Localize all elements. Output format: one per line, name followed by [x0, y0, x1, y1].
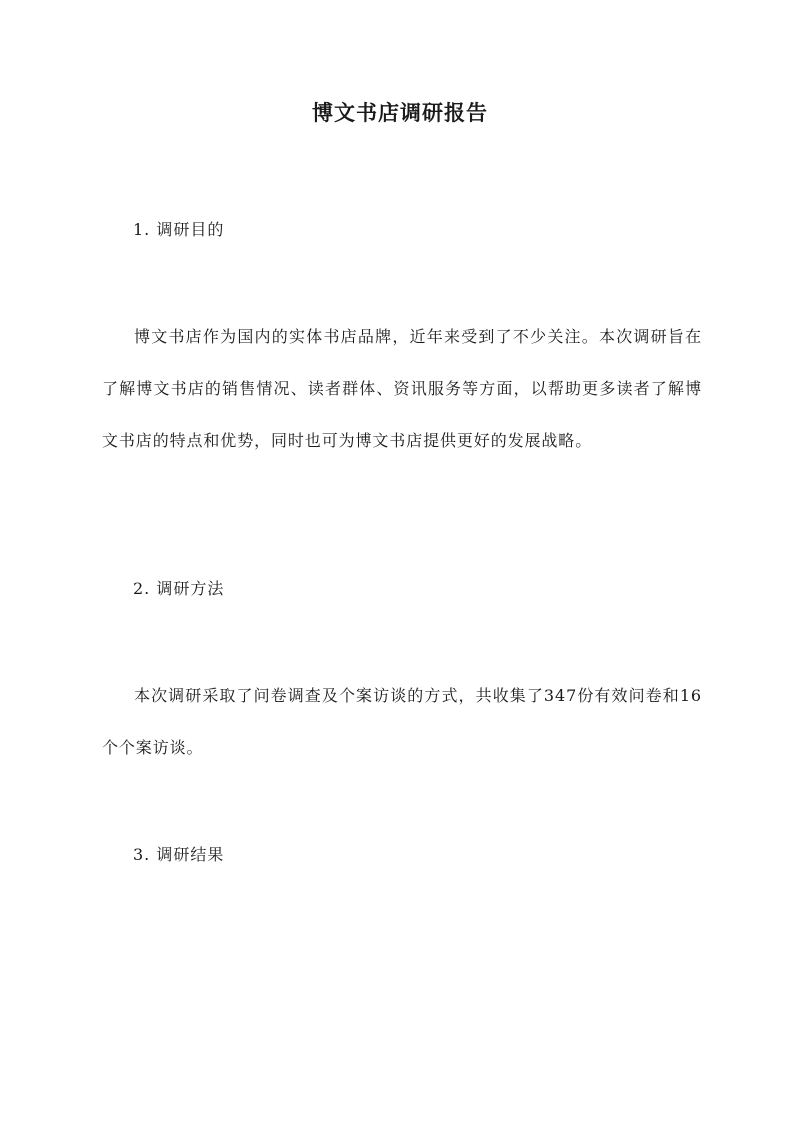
section-heading-method: 2. 调研方法 — [133, 579, 225, 598]
section-heading-results: 3. 调研结果 — [133, 845, 225, 864]
section-heading-purpose: 1. 调研目的 — [133, 220, 225, 239]
document-title: 博文书店调研报告 — [312, 100, 488, 125]
section-paragraph-purpose: 博文书店作为国内的实体书店品牌，近年来受到了不少关注。本次调研旨在了解博文书店的销售情况、读者群体、资讯服务等方面，以帮助更多读者了解博文书店的特点和优势，同时也可为博文书店提供更好的发展战略。 — [102, 327, 702, 450]
section-paragraph-method: 本次调研采取了问卷调查及个案访谈的方式，共收集了347份有效问卷和16个个案访谈。 — [102, 686, 702, 757]
